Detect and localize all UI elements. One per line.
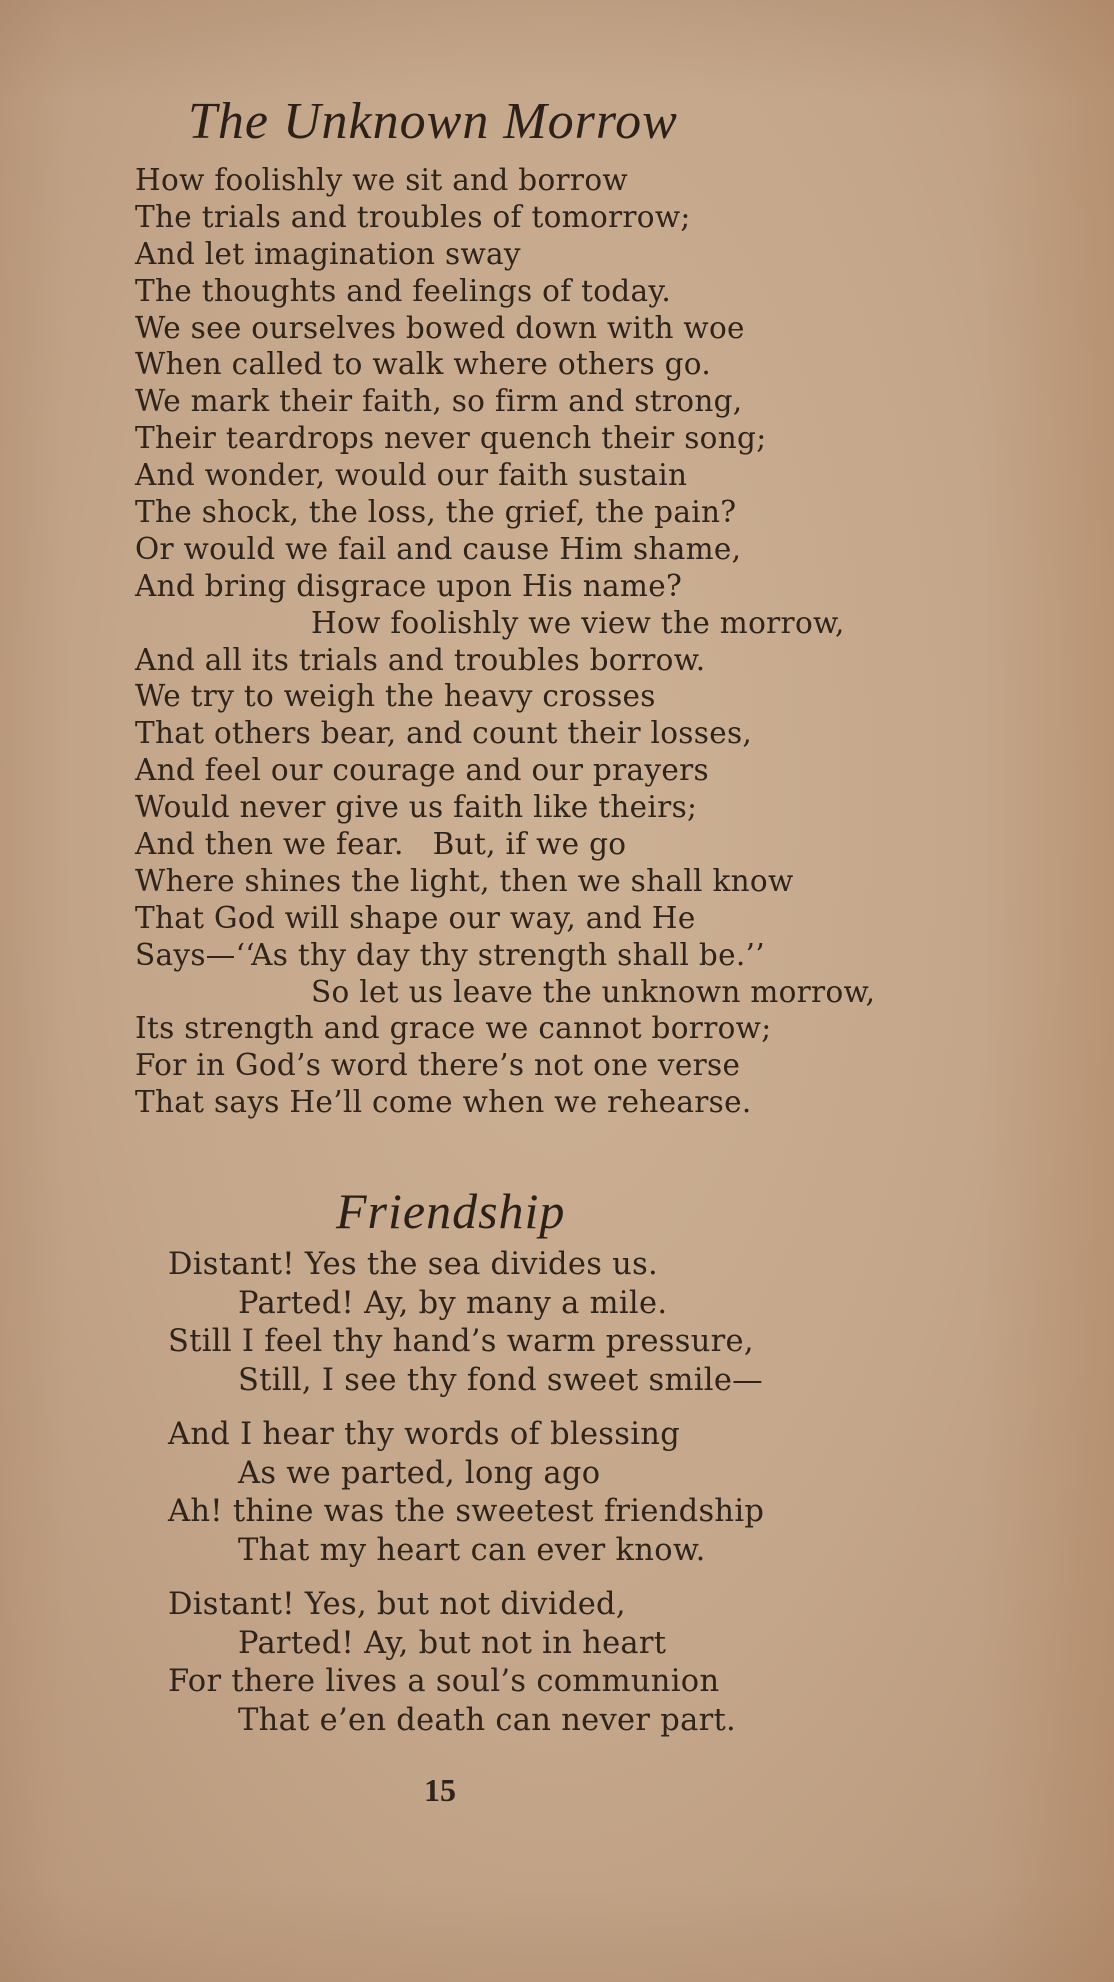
poem-line: How foolishly we sit and borrow [135, 163, 628, 197]
poem-line: Where shines the light, then we shall know [135, 863, 794, 898]
poem-line: Still I feel thy hand’s warm pressure, [168, 1324, 754, 1359]
friendship-stanza-1 [168, 1246, 763, 1400]
poem-line: Its strength and grace we cannot borrow; [135, 1011, 772, 1046]
poem-line: And let imagination sway [135, 236, 521, 271]
poem-line-indented: Still, I see thy fond sweet smile— [238, 1362, 763, 1398]
poem-line: Distant! Yes the sea divides us. [168, 1247, 659, 1282]
poem-line: We see ourselves bowed down with woe [135, 310, 745, 345]
poem-line-indented: Parted! Ay, but not in heart [238, 1625, 667, 1661]
poem-line: Says—‘‘As thy day thy strength shall be.’’ [135, 937, 765, 972]
poem-line: For in God’s word there’s not one verse [135, 1048, 741, 1083]
poem-title-unknown-morrow: The Unknown Morrow [188, 93, 678, 150]
poem-line: And bring disgrace upon His name? [135, 568, 683, 603]
page-number: 15 [424, 1772, 456, 1808]
poem-line: The thoughts and feelings of today. [135, 273, 672, 308]
poem-line-indented: As we parted, long ago [238, 1455, 601, 1491]
poem-line-indented: How foolishly we view the morrow, [311, 605, 845, 640]
poem-line: The shock, the loss, the grief, the pain? [135, 495, 737, 530]
poem-line: When called to walk where others go. [135, 347, 712, 382]
poem-line: The trials and troubles of tomorrow; [135, 199, 691, 234]
poem-unknown-morrow-body [135, 162, 875, 1121]
poem-line: That others bear, and count their losses, [135, 716, 753, 751]
friendship-stanza-2 [168, 1416, 764, 1570]
poem-line-indented: So let us leave the unknown morrow, [311, 974, 876, 1009]
poem-line-indented: That e’en death can never part. [238, 1702, 736, 1738]
poem-line-indented: That my heart can ever know. [238, 1532, 706, 1568]
poem-line: That God will shape our way, and He [135, 900, 696, 935]
poem-line: Would never give us faith like theirs; [135, 790, 698, 825]
poem-line: And feel our courage and our prayers [135, 753, 709, 788]
poem-line-indented: Parted! Ay, by many a mile. [238, 1285, 668, 1321]
poem-line: Or would we fail and cause Him shame, [135, 531, 742, 566]
poem-line: And then we fear. But, if we go [135, 827, 627, 862]
poem-line: For there lives a soul’s communion [168, 1664, 720, 1699]
poem-line: We mark their faith, so firm and strong, [135, 384, 743, 419]
poem-line: And I hear thy words of blessing [168, 1417, 681, 1452]
friendship-stanza-3 [168, 1586, 736, 1740]
poem-line: And all its trials and troubles borrow. [135, 642, 706, 677]
poem-line: And wonder, would our faith sustain [135, 458, 688, 493]
poem-line: That says He’ll come when we rehearse. [135, 1085, 752, 1120]
poem-line: Ah! thine was the sweetest friendship [168, 1494, 765, 1529]
poem-line: Distant! Yes, but not divided, [168, 1587, 626, 1622]
poem-line: We try to weigh the heavy crosses [135, 679, 656, 714]
poem-line: Their teardrops never quench their song; [135, 421, 767, 456]
poem-title-friendship: Friendship [336, 1183, 566, 1239]
